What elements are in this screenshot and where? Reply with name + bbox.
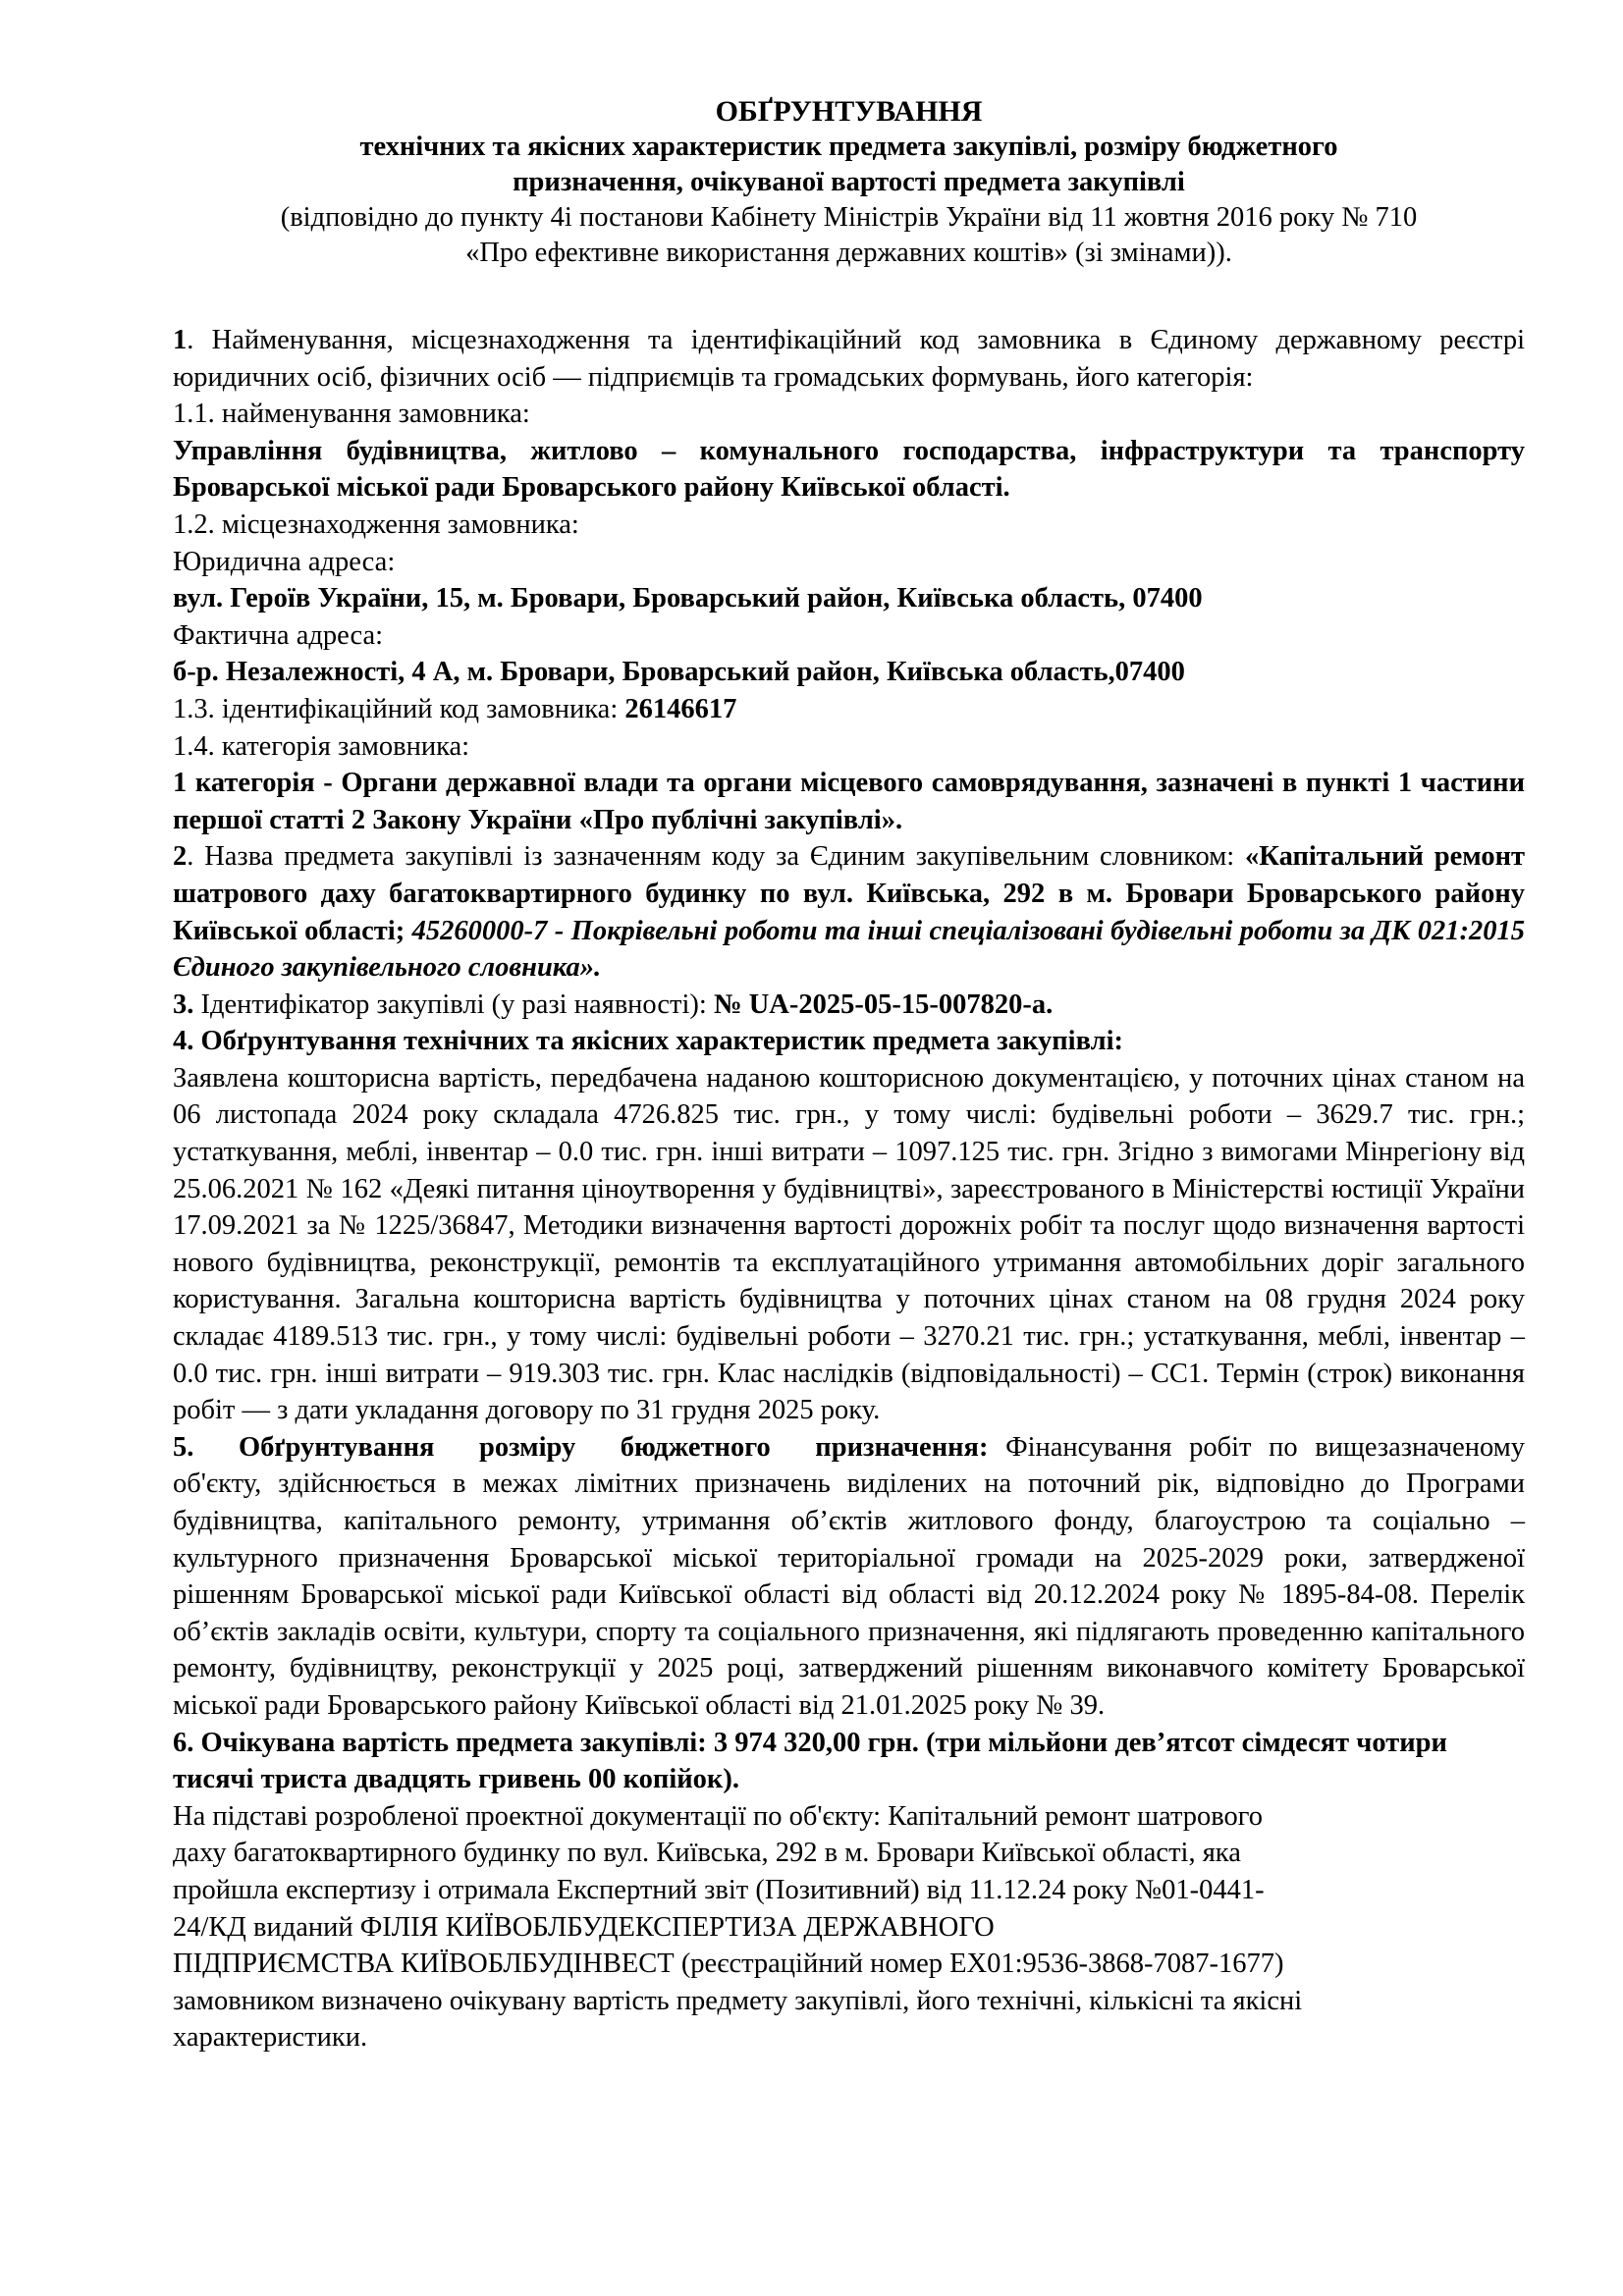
section-2 bbox=[173, 838, 1525, 986]
section-6-line-3: пройшла експертизу і отримала Експертний звіт (Позитивний) від 11.12.24 року №01-0441- bbox=[173, 1874, 1265, 1905]
section-6-title-text: 6. Очікувана вартість предмета закупівлі: 3 974 320,00 грн. (три мільйони дев’ятсот сімдесят чотири тисячі триста двадцять гривень 00 копійок). bbox=[173, 1727, 1447, 1795]
section-1-intro bbox=[173, 322, 1525, 396]
actual-address bbox=[173, 654, 1525, 691]
item-1-1-label: 1.1. найменування замовника: bbox=[173, 399, 530, 430]
procurement-id: № UA-2025-05-15-007820-a. bbox=[713, 988, 1054, 1020]
procurement-cpv-code: 45260000-7 - Покрівельні роботи та інші спеціалізовані будівельні роботи за ДК 021:2015 Єдиного закупівельного словника». bbox=[173, 915, 1525, 984]
item-1-2-label: 1.2. місцезнаходження замовника: bbox=[173, 508, 579, 540]
section-5 bbox=[173, 1429, 1525, 1725]
section-5-text: Фінансування робіт по вищезазначеному об'єкту, здійснюється в межах лімітних призначень виділених на поточний рік, відповідно до Програми будівництва, капітального ремонту, утримання об’єктів житлового фонду, благоустрою та соціально – культурного призначення Броварської міської територіальної громади на 2025-2029 роки, затвердженої рішенням Броварської міської ради Київської області від області від 20.12.2024 року № 1895-84-08. Перелік об’єктів закладів освіти, культури, спорту та соціального призначення, які підлягають проведенню капітального ремонту, будівництву, реконструкції у 2025 році, затверджений рішенням виконавчого комітету Броварської міської ради Броварського району Київської області від 21.01.2025 року № 39. bbox=[173, 1431, 1525, 1721]
section-2-text: . Назва предмета закупівлі із зазначенням коду за Єдиним закупівельним словником: bbox=[187, 841, 1246, 873]
document-title: ОБҐРУНТУВАННЯ bbox=[715, 95, 983, 128]
item-1-4-label: 1.4. категорія замовника: bbox=[173, 730, 470, 762]
section-6-line-7: характеристики. bbox=[173, 2022, 368, 2054]
section-6-line-1: На підставі розробленої проектної документації по об'єкту: Капітальний ремонт шатрового bbox=[173, 1800, 1263, 1832]
section-3-text: Ідентифікатор закупівлі (у разі наявності): bbox=[193, 988, 714, 1020]
section-4-title bbox=[173, 1023, 1525, 1060]
customer-category bbox=[173, 765, 1525, 838]
legal-address bbox=[173, 580, 1525, 617]
section-2-number: 2 bbox=[173, 841, 188, 873]
item-1-3-label: 1.3. ідентифікаційний код замовника: bbox=[173, 693, 625, 724]
customer-name-text: Управління будівництва, житлово – комунального господарства, інфраструктури та транспорту Броварської міської ради Броварського району Київської області. bbox=[173, 435, 1525, 504]
section-6-line-2: даху багатоквартирного будинку по вул. Київська, 292 в м. Бровари Київської області, яка bbox=[173, 1838, 1241, 1869]
header-subtitle-line-1: технічних та якісних характеристик предмета закупівлі, розміру бюджетного bbox=[359, 132, 1338, 162]
section-6-line-4: 24/КД виданий ФІЛІЯ КИЇВОБЛБУДЕКСПЕРТИЗА ДЕРЖАВНОГО bbox=[173, 1911, 995, 1943]
section-1-text: . Найменування, місцезнаходження та ідентифікаційний код замовника в Єдиному державному реєстрі юридичних осіб, фізичних осіб — підприємців та громадських формувань, його категорія: bbox=[173, 325, 1525, 393]
section-1-number: 1 bbox=[173, 325, 188, 355]
document-header bbox=[173, 94, 1525, 271]
item-1-3 bbox=[173, 691, 1525, 728]
section-4-title-text: 4. Обґрунтування технічних та якісних характеристик предмета закупівлі: bbox=[173, 1026, 1124, 1057]
header-legal-basis-line-1: (відповідно до пункту 4і постанови Кабінету Міністрів України від 11 жовтня 2016 року № 710 bbox=[280, 202, 1418, 233]
customer-category-text: 1 категорія - Органи державної влади та органи місцевого самоврядування, зазначені в пункті 1 частини першої статті 2 Закону України «Про публічні закупівлі». bbox=[173, 768, 1525, 835]
document-body bbox=[173, 322, 1525, 2056]
procurement-subject: «Капітальний ремонт шатрового даху багатоквартирного будинку по вул. Київська, 292 в м. Бровари Броварського району Київської області; bbox=[173, 841, 1525, 946]
section-3-number: 3. bbox=[173, 988, 194, 1020]
actual-address-label: Фактична адреса: bbox=[173, 619, 384, 651]
header-legal-basis-line-2: «Про ефективне використання державних коштів» (зі змінами)). bbox=[465, 238, 1232, 268]
section-4-text: Заявлена кошторисна вартість, передбачена наданою кошторисною документацією, у поточних цінах станом на 06 листопада 2024 року складала 4726.825 тис. грн., у тому числі: будівельні роботи – 3629.7 тис. грн.; устаткування, меблі, інвентар – 0.0 тис. грн. інші витрати – 1097.125 тис. грн. Згідно з вимогами Мінрегіону від 25.06.2021 № 162 «Деякі питання ціноутворення у будівництві», зареєстрованого в Міністерстві юстиції України 17.09.2021 за № 1225/36847, Методики визначення вартості дорожніх робіт та послуг щодо визначення вартості нового будівництва, реконструкції, ремонтів та експлуатаційного утримання автомобільних доріг загального користування. Загальна кошторисна вартість будівництва у поточних цінах станом на 08 грудня 2024 року складає 4189.513 тис. грн., у тому числі: будівельні роботи – 3270.21 тис. грн.; устаткування, меблі, інвентар – 0.0 тис. грн. інші витрати – 919.303 тис. грн. Клас наслідків (відповідальності) – СС1. Термін (строк) виконання робіт — з дати укладання договору по 31 грудня 2025 року. bbox=[173, 1062, 1525, 1426]
legal-address-text: вул. Героїв України, 15, м. Бровари, Броварський район, Київська область, 07400 bbox=[173, 583, 1203, 614]
header-subtitle-line-2: призначення, очікуваної вартості предмета закупівлі bbox=[513, 167, 1185, 197]
section-3 bbox=[173, 987, 1525, 1024]
section-6-title bbox=[173, 1725, 1525, 1798]
section-6-line-5: ПІДПРИЄМСТВА КИЇВОБЛБУДІНВЕСТ (реєстраційний номер ЕХ01:9536-3868-7087-1677) bbox=[173, 1949, 1284, 1980]
customer-code: 26146617 bbox=[624, 693, 737, 724]
section-5-title: 5. Обґрунтування розміру бюджетного призначення: bbox=[173, 1431, 989, 1463]
customer-name bbox=[173, 433, 1525, 507]
section-6-line-6: замовником визначено очікувану вартість предмету закупівлі, його технічні, кількісні та якісні bbox=[173, 1985, 1303, 2016]
legal-address-label: Юридична адреса: bbox=[173, 546, 396, 577]
actual-address-text: б-р. Незалежності, 4 А, м. Бровари, Броварський район, Київська область,07400 bbox=[173, 657, 1185, 688]
